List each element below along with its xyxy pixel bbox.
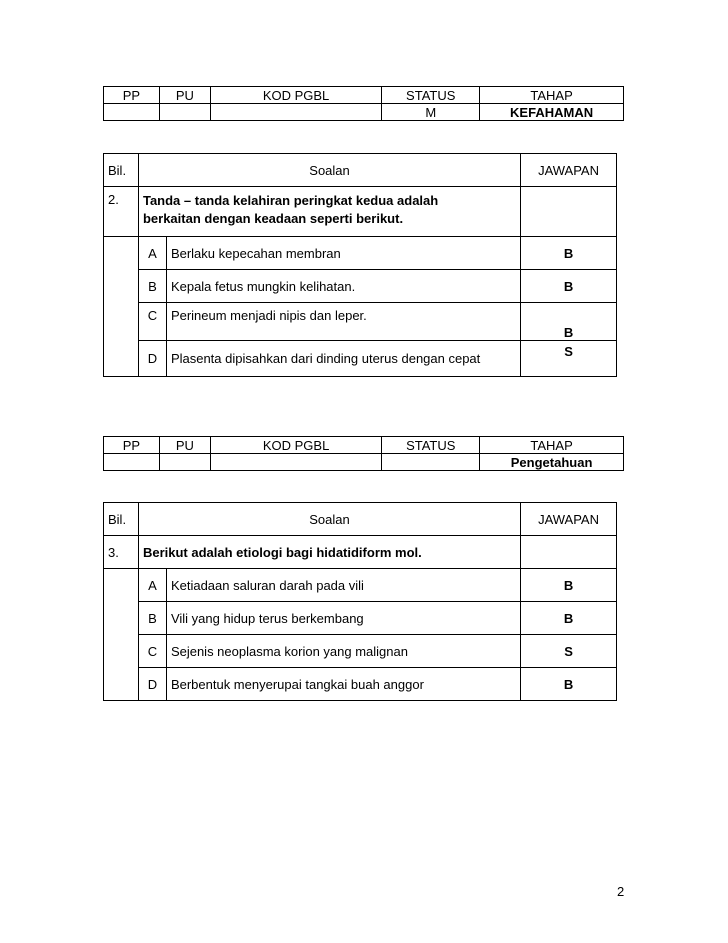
question-text: Berikut adalah etiologi bagi hidatidiform mol. (138, 536, 520, 569)
option-answer: B (521, 303, 617, 341)
question-number: 2. (104, 187, 139, 237)
meta-table-1 (103, 86, 624, 121)
meta-header-tahap: TAHAP (480, 437, 624, 454)
meta-value-pu (159, 104, 210, 121)
spacer-cell (104, 602, 139, 635)
question-answer-cell (521, 187, 617, 237)
option-answer: B (521, 270, 617, 303)
header-bil: Bil. (104, 503, 139, 536)
meta-header-status: STATUS (382, 87, 480, 104)
option-letter: B (138, 602, 166, 635)
meta-table-2 (103, 436, 624, 471)
meta-header-kod: KOD PGBL (210, 87, 382, 104)
meta-header-pu: PU (159, 437, 210, 454)
option-letter: A (138, 237, 166, 270)
spacer-cell (104, 341, 139, 377)
meta-value-status: M (382, 104, 480, 121)
spacer-cell (104, 635, 139, 668)
option-text: Vili yang hidup terus berkembang (166, 602, 520, 635)
header-jawapan: JAWAPAN (521, 503, 617, 536)
question-table-2 (103, 502, 617, 701)
header-soalan: Soalan (138, 154, 520, 187)
option-text: Kepala fetus mungkin kelihatan. (166, 270, 520, 303)
option-answer: S (521, 341, 617, 377)
option-answer: B (521, 237, 617, 270)
question-table-1 (103, 153, 617, 377)
option-letter: C (138, 635, 166, 668)
question-answer-cell (521, 536, 617, 569)
spacer-cell (104, 303, 139, 341)
meta-header-status: STATUS (382, 437, 480, 454)
meta-value-pp (104, 104, 160, 121)
header-jawapan: JAWAPAN (521, 154, 617, 187)
header-bil: Bil. (104, 154, 139, 187)
option-text: Ketiadaan saluran darah pada vili (166, 569, 520, 602)
meta-value-tahap: KEFAHAMAN (480, 104, 624, 121)
option-letter: D (138, 341, 166, 377)
option-answer: B (521, 602, 617, 635)
spacer-cell (104, 668, 139, 701)
page-number: 2 (617, 884, 625, 899)
option-text: Berbentuk menyerupai tangkai buah anggor (166, 668, 520, 701)
meta-value-pp (104, 454, 160, 471)
option-answer: S (521, 635, 617, 668)
meta-header-tahap: TAHAP (480, 87, 624, 104)
option-letter: C (138, 303, 166, 341)
question-text: Tanda – tanda kelahiran peringkat kedua adalah berkaitan dengan keadaan seperti berikut. (138, 187, 520, 237)
option-text: Plasenta dipisahkan dari dinding uterus dengan cepat (166, 341, 520, 377)
meta-value-pu (159, 454, 210, 471)
meta-header-pu: PU (159, 87, 210, 104)
spacer-cell (104, 237, 139, 270)
meta-header-pp: PP (104, 437, 160, 454)
option-letter: A (138, 569, 166, 602)
option-text: Perineum menjadi nipis dan leper. (166, 303, 520, 341)
meta-value-kod (210, 454, 382, 471)
option-text: Sejenis neoplasma korion yang malignan (166, 635, 520, 668)
question-number: 3. (104, 536, 139, 569)
option-letter: D (138, 668, 166, 701)
option-text: Berlaku kepecahan membran (166, 237, 520, 270)
option-letter: B (138, 270, 166, 303)
meta-value-tahap: Pengetahuan (480, 454, 624, 471)
meta-header-pp: PP (104, 87, 160, 104)
meta-value-kod (210, 104, 382, 121)
option-answer: B (521, 668, 617, 701)
meta-header-kod: KOD PGBL (210, 437, 382, 454)
meta-value-status (382, 454, 480, 471)
option-answer: B (521, 569, 617, 602)
header-soalan: Soalan (138, 503, 520, 536)
spacer-cell (104, 569, 139, 602)
spacer-cell (104, 270, 139, 303)
